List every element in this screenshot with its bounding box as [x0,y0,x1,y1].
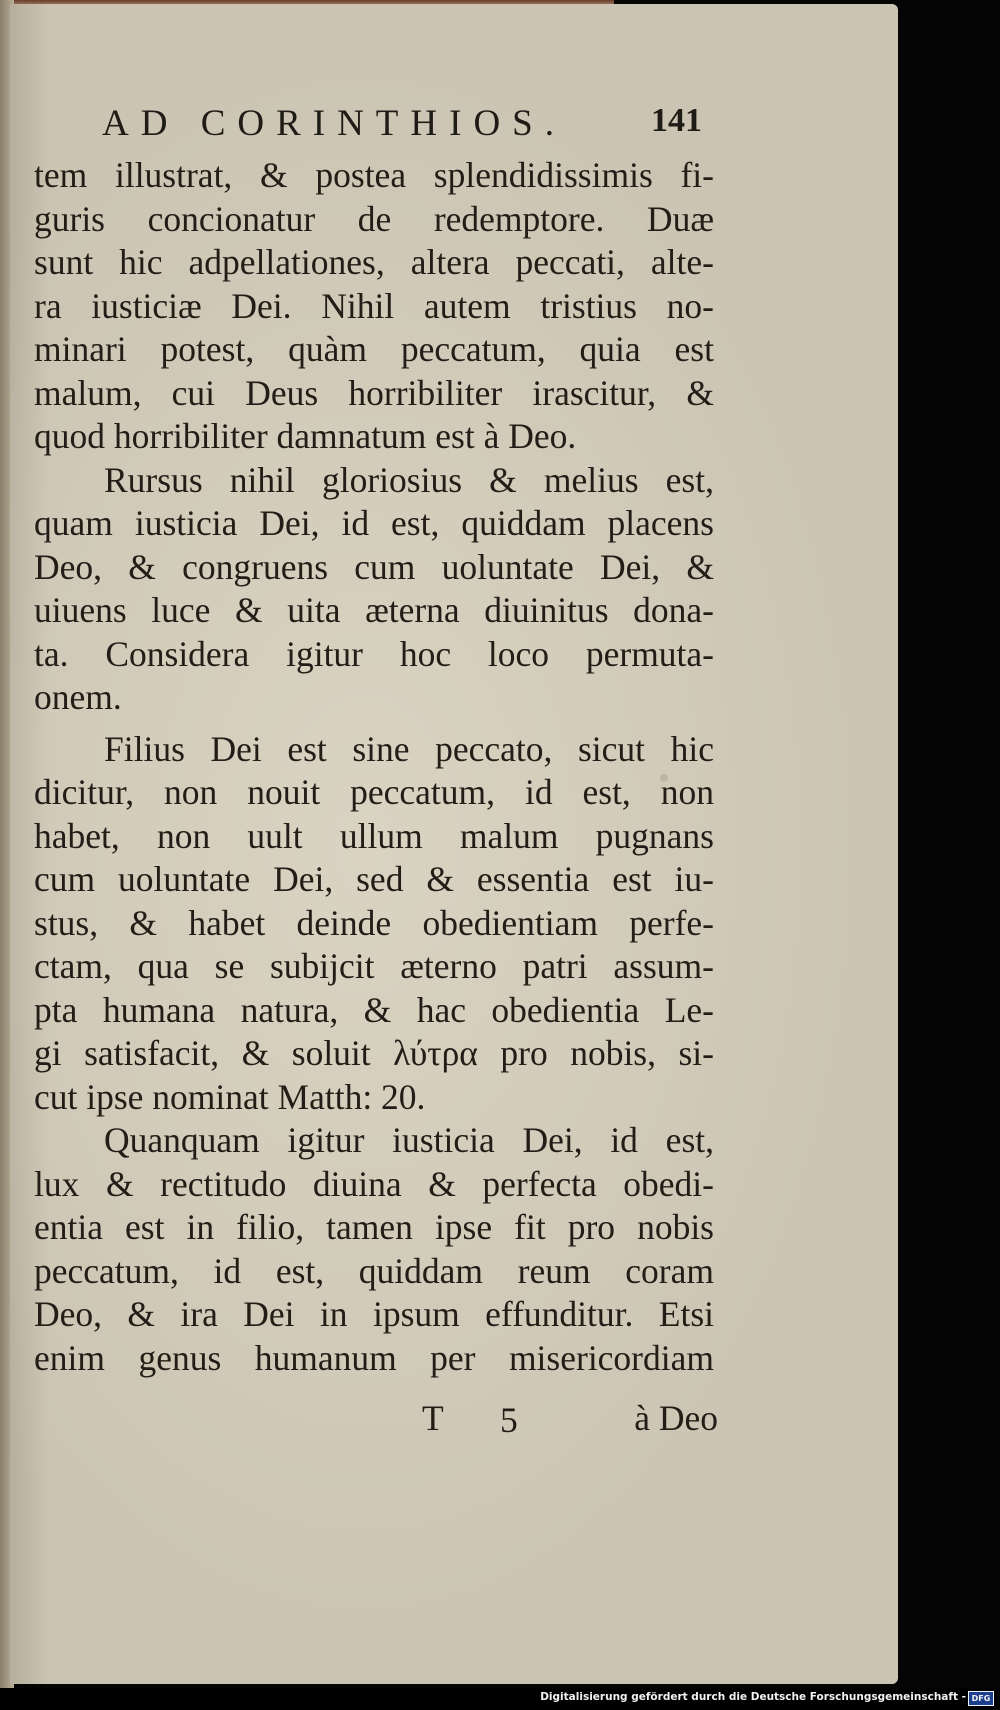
body-text [34,154,714,1380]
page-footer-line [422,1397,718,1441]
text-line: lux & rectitudo diuina & perfecta obedi- [34,1163,714,1204]
scan-footer [0,1688,1000,1710]
signature-number: 5 [500,1400,518,1440]
text-line: ra iusticiæ Dei. Nihil autem tristius no- [34,285,714,326]
text-line: dicitur, non nouit peccatum, id est, non [34,772,714,812]
signature-mark: T [422,1398,444,1438]
book-page [10,4,898,1684]
text-line: peccatum, id est, quiddam reum coram [34,1250,714,1291]
text-line: Deo, & ira Dei in ipsum effunditur. Etsi [34,1294,714,1334]
text-line: Rursus nihil gloriosius & melius est, [104,459,714,500]
running-title: AD CORINTHIOS. [102,103,566,144]
page-number: 141 [651,102,702,139]
funding-note: Digitalisierung gefördert durch die Deutsche Forschungsgemeinschaft - [540,1691,966,1703]
text-line: ta. Considera igitur hoc loco permuta- [34,633,714,674]
text-line: quam iusticia Dei, id est, quiddam placens [34,503,714,543]
text-line: malum, cui Deus horribiliter irascitur, & [34,372,714,413]
text-line: tem illustrat, & postea splendidissimis fi- [34,155,714,195]
text-line: entia est in filio, tamen ipse fit pro nobis [34,1207,714,1247]
text-line: gi satisfacit, & soluit λύτρα pro nobis, si- [34,1033,714,1073]
text-line: sunt hic adpellationes, altera peccati, alte- [34,242,714,282]
text-line: Quanquam igitur iusticia Dei, id est, [104,1120,714,1160]
text-line: onem. [34,677,122,717]
text-line: cut ipse nominat Matth: 20. [34,1076,426,1117]
text-line: habet, non uult ullum malum pugnans [34,815,714,856]
text-line: stus, & habet deinde obedientiam perfe- [34,902,714,943]
text-line: Deo, & congruens cum uoluntate Dei, & [34,546,714,587]
text-line: pta humana natura, & hac obedientia Le- [34,989,714,1030]
text-line: quod horribiliter damnatum est à Deo. [34,416,577,456]
paragraph-gap [34,720,714,728]
text-line: minari potest, quàm peccatum, quia est [34,329,714,369]
page-header [102,102,702,146]
text-line: enim genus humanum per misericordiam [34,1337,714,1378]
text-line: cum uoluntate Dei, sed & essentia est iu- [34,859,714,899]
text-line: guris concionatur de redemptore. Duæ [34,198,714,239]
text-line: uiuens luce & uita æterna diuinitus dona- [34,590,714,630]
text-line: Filius Dei est sine peccato, sicut hic [104,728,714,769]
catchword: à Deo [634,1398,718,1438]
text-line: ctam, qua se subijcit æterno patri assum- [34,946,714,986]
dfg-logo: DFG [968,1691,994,1706]
